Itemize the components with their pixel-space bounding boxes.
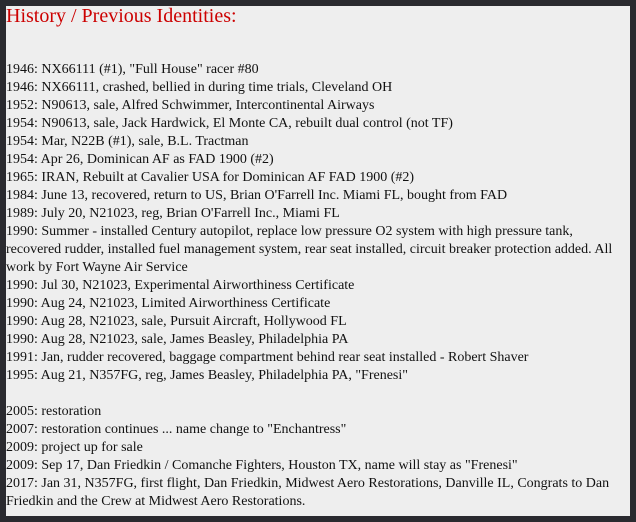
- history-entry: 2009: Sep 17, Dan Friedkin / Comanche Fighters, Houston TX, name will stay as "Frenesi": [6, 458, 518, 473]
- history-entry: 1952: N90613, sale, Alfred Schwimmer, Intercontinental Airways: [6, 98, 375, 113]
- history-entry: 2005: restoration: [6, 404, 102, 419]
- history-entry: 1989: July 20, N21023, reg, Brian O'Farrell Inc., Miami FL: [6, 206, 340, 221]
- history-entry: 1954: N90613, sale, Jack Hardwick, El Monte CA, rebuilt dual control (not TF): [6, 116, 453, 131]
- history-entry: 2009: project up for sale: [6, 440, 143, 455]
- history-entry: 1991: Jan, rudder recovered, baggage compartment behind rear seat installed - Robert Shaver: [6, 350, 529, 365]
- history-entry: 1946: NX66111 (#1), "Full House" racer #80: [6, 62, 259, 77]
- history-entry: 1954: Mar, N22B (#1), sale, B.L. Tractman: [6, 134, 249, 149]
- history-entry: 2017: Jan 31, N357FG, first flight, Dan Friedkin, Midwest Aero Restorations, Danville IL, Congrats to Dan Friedkin and the Crew at Midwest Aero Restorations.: [6, 476, 610, 509]
- history-entry: 1990: Summer - installed Century autopilot, replace low pressure O2 system with high pressure tank, recovered rudder, installed fuel management system, rear seat installed, circuit breaker protection added. All work by Fort Wayne Air Service: [6, 224, 613, 275]
- history-panel: [6, 6, 630, 516]
- history-list: [6, 61, 630, 511]
- history-entry: 1984: June 13, recovered, return to US, Brian O'Farrell Inc. Miami FL, bought from FAD: [6, 188, 508, 203]
- section-title: History / Previous Identities:: [6, 6, 237, 27]
- history-entry: 1990: Jul 30, N21023, Experimental Airworthiness Certificate: [6, 278, 355, 293]
- history-entry: 1990: Aug 24, N21023, Limited Airworthiness Certificate: [6, 296, 331, 311]
- group-spacer: [6, 385, 630, 403]
- history-entry: 1990: Aug 28, N21023, sale, Pursuit Aircraft, Hollywood FL: [6, 314, 347, 329]
- history-entry: 1946: NX66111, crashed, bellied in during time trials, Cleveland OH: [6, 80, 393, 95]
- history-entry: 1965: IRAN, Rebuilt at Cavalier USA for Dominican AF FAD 1900 (#2): [6, 170, 415, 185]
- history-entry: 1995: Aug 21, N357FG, reg, James Beasley, Philadelphia PA, "Frenesi": [6, 368, 408, 383]
- history-entry: 1954: Apr 26, Dominican AF as FAD 1900 (#2): [6, 152, 274, 167]
- history-entry: 2007: restoration continues ... name change to "Enchantress": [6, 422, 347, 437]
- history-entry: 1990: Aug 28, N21023, sale, James Beasley, Philadelphia PA: [6, 332, 349, 347]
